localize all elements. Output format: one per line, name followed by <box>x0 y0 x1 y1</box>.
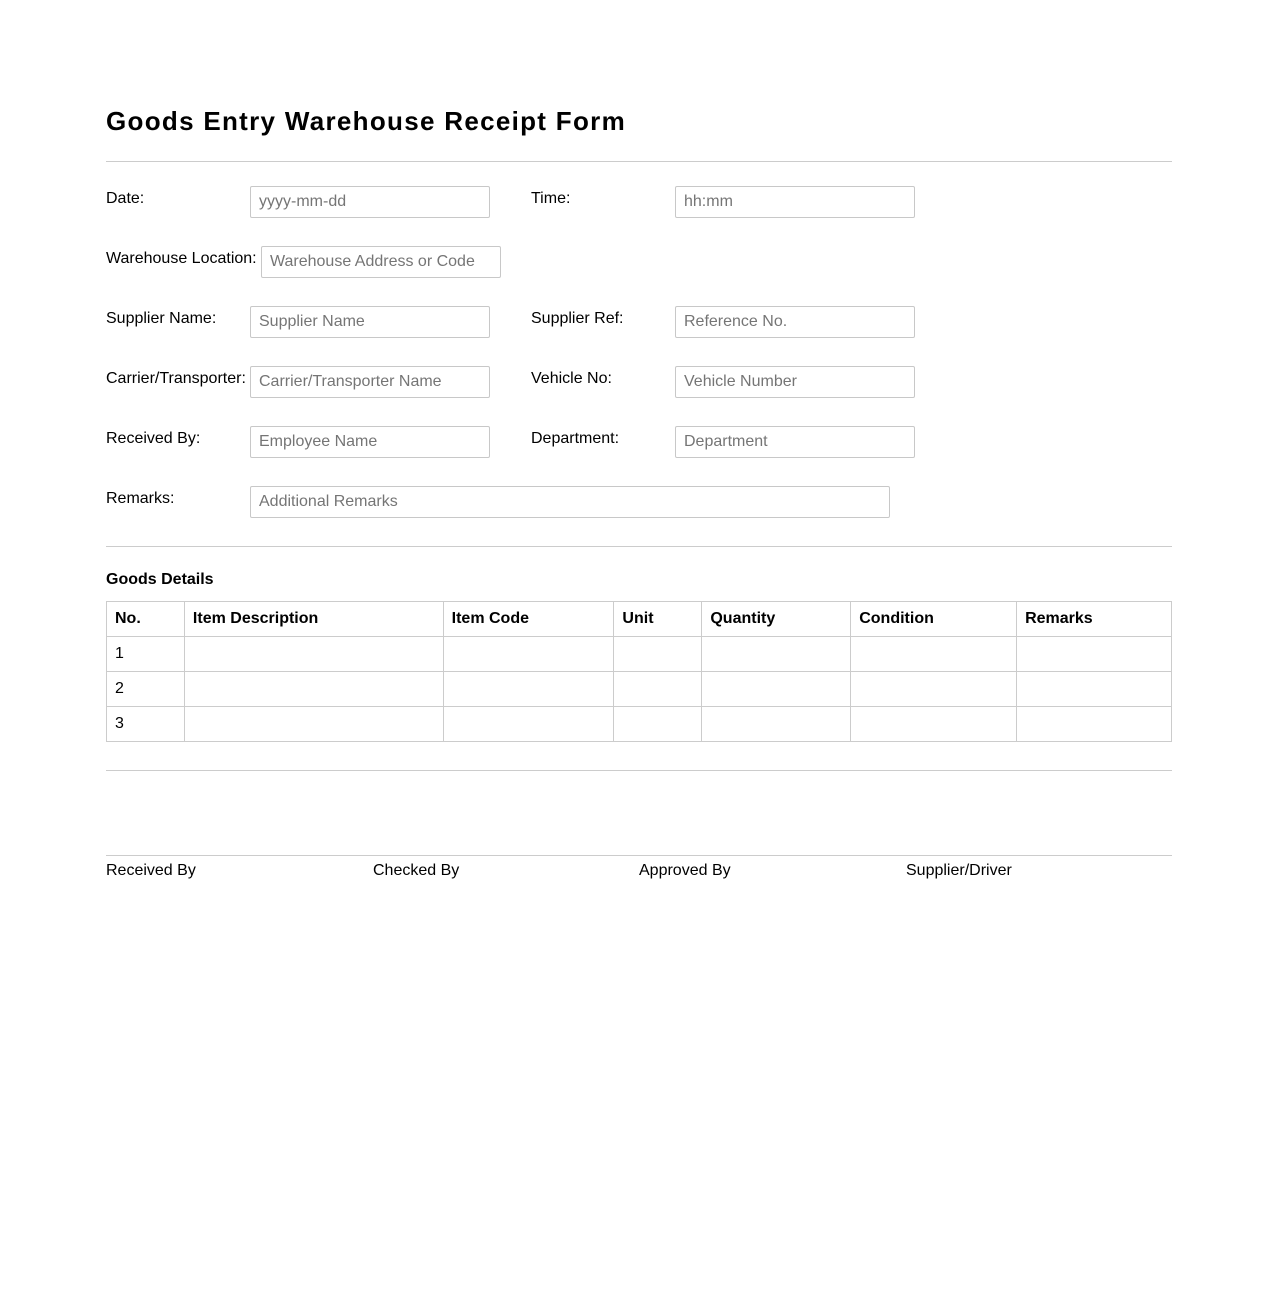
cell-condition[interactable] <box>851 672 1017 707</box>
cell-no: 3 <box>107 707 185 742</box>
date-input[interactable] <box>250 186 490 218</box>
divider <box>106 770 1172 771</box>
col-header-item-description: Item Description <box>184 602 443 637</box>
signature-checked-by: Checked By <box>373 862 460 879</box>
supplier-ref-input[interactable] <box>675 306 915 338</box>
vehicle-no-input[interactable] <box>675 366 915 398</box>
supplier-name-input[interactable] <box>250 306 490 338</box>
cell-remarks[interactable] <box>1017 672 1172 707</box>
col-header-remarks: Remarks <box>1017 602 1172 637</box>
cell-item-description[interactable] <box>184 707 443 742</box>
divider <box>106 546 1172 547</box>
supplier-ref-label: Supplier Ref: <box>531 310 624 327</box>
signature-line <box>106 855 1172 856</box>
cell-quantity[interactable] <box>702 637 851 672</box>
remarks-label: Remarks: <box>106 490 175 507</box>
col-header-no: No. <box>107 602 185 637</box>
table-row <box>107 637 1172 672</box>
cell-item-code[interactable] <box>443 707 614 742</box>
goods-details-title: Goods Details <box>106 571 214 588</box>
time-input[interactable] <box>675 186 915 218</box>
col-header-item-code: Item Code <box>443 602 614 637</box>
cell-no: 1 <box>107 637 185 672</box>
cell-unit[interactable] <box>614 672 702 707</box>
cell-remarks[interactable] <box>1017 637 1172 672</box>
supplier-name-label: Supplier Name: <box>106 310 217 327</box>
department-input[interactable] <box>675 426 915 458</box>
table-row <box>107 672 1172 707</box>
carrier-input[interactable] <box>250 366 490 398</box>
remarks-input[interactable] <box>250 486 890 518</box>
warehouse-location-input[interactable] <box>261 246 501 278</box>
department-label: Department: <box>531 430 620 447</box>
page-title: Goods Entry Warehouse Receipt Form <box>106 106 626 136</box>
warehouse-location-label: Warehouse Location: <box>106 250 257 267</box>
cell-condition[interactable] <box>851 707 1017 742</box>
signature-received-by: Received By <box>106 862 196 879</box>
time-label: Time: <box>531 190 571 207</box>
cell-quantity[interactable] <box>702 672 851 707</box>
col-header-unit: Unit <box>614 602 702 637</box>
cell-no: 2 <box>107 672 185 707</box>
cell-remarks[interactable] <box>1017 707 1172 742</box>
signature-supplier-driver: Supplier/Driver <box>906 862 1012 879</box>
received-by-input[interactable] <box>250 426 490 458</box>
cell-quantity[interactable] <box>702 707 851 742</box>
cell-unit[interactable] <box>614 637 702 672</box>
goods-table <box>106 601 1172 742</box>
table-row <box>107 707 1172 742</box>
date-label: Date: <box>106 190 145 207</box>
col-header-condition: Condition <box>851 602 1017 637</box>
cell-item-code[interactable] <box>443 637 614 672</box>
carrier-label: Carrier/Transporter: <box>106 370 246 387</box>
divider <box>106 161 1172 162</box>
cell-item-code[interactable] <box>443 672 614 707</box>
vehicle-no-label: Vehicle No: <box>531 370 612 387</box>
cell-unit[interactable] <box>614 707 702 742</box>
col-header-quantity: Quantity <box>702 602 851 637</box>
signature-approved-by: Approved By <box>639 862 731 879</box>
received-by-label: Received By: <box>106 430 201 447</box>
cell-condition[interactable] <box>851 637 1017 672</box>
cell-item-description[interactable] <box>184 637 443 672</box>
table-header-row <box>107 602 1172 637</box>
cell-item-description[interactable] <box>184 672 443 707</box>
